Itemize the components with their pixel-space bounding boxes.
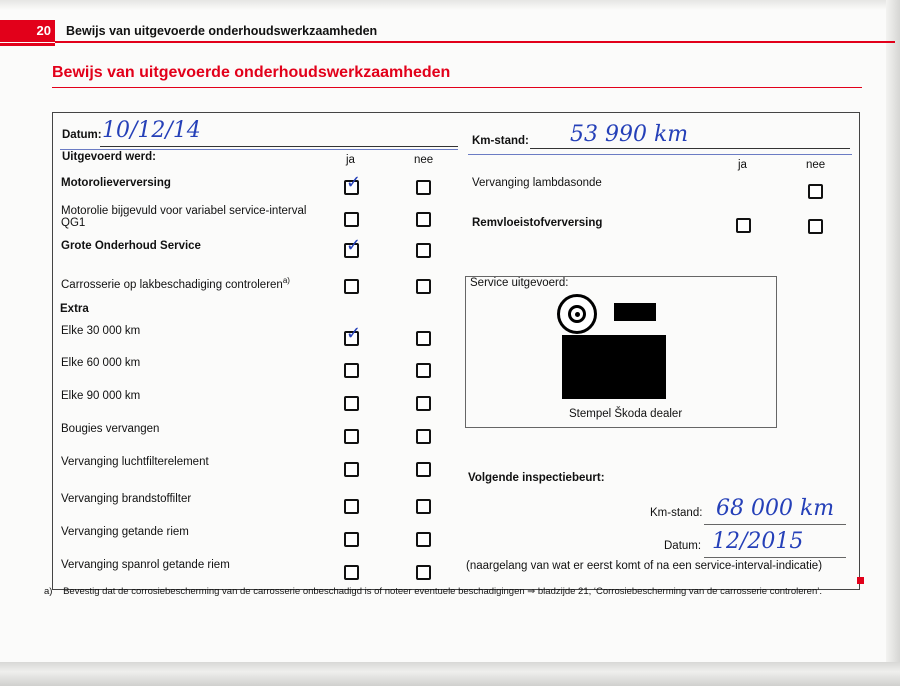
left-row-text: Bougies vervangen xyxy=(61,423,160,435)
col-no-right: nee xyxy=(806,159,826,171)
left-row-label xyxy=(61,493,191,505)
left-row-no-checkbox[interactable] xyxy=(416,396,431,411)
left-row-no-checkbox[interactable] xyxy=(416,499,431,514)
left-row-text: Motorolieverversing xyxy=(61,177,171,189)
col-yes-left: ja xyxy=(346,154,355,166)
redacted-block-small xyxy=(614,303,656,321)
next-date-underline xyxy=(704,557,846,558)
handwritten-check-mark: ✓ xyxy=(346,172,362,193)
handwritten-check-mark: ✓ xyxy=(346,323,362,344)
left-row-text: Vervanging spanrol getande riem xyxy=(61,559,230,571)
left-row-no-checkbox[interactable] xyxy=(416,462,431,477)
left-row-label xyxy=(61,177,171,189)
left-row-text: Vervanging getande riem xyxy=(61,526,189,538)
left-row-no-checkbox[interactable] xyxy=(416,565,431,580)
logo-dot xyxy=(575,312,580,317)
left-row-label xyxy=(61,526,189,538)
header-red-stripe xyxy=(0,43,55,46)
col-no-left: nee xyxy=(414,154,434,166)
left-row-no-checkbox[interactable] xyxy=(416,212,431,227)
stamp-caption: Stempel Škoda dealer xyxy=(569,408,683,420)
left-row-label xyxy=(61,357,140,369)
left-row-label xyxy=(61,205,306,229)
left-row-yes-checkbox[interactable] xyxy=(344,212,359,227)
left-row-label xyxy=(61,423,159,435)
left-row-label xyxy=(61,390,140,402)
next-inspection-label: Volgende inspectiebeurt: xyxy=(468,472,605,484)
date-value[interactable]: 10/12/14 xyxy=(102,118,201,143)
next-date-value[interactable]: 12/2015 xyxy=(712,529,804,554)
left-row-yes-checkbox[interactable] xyxy=(344,462,359,477)
left-row-label xyxy=(61,325,140,337)
right-row-1-yes-checkbox[interactable] xyxy=(736,218,751,233)
left-row-text: Vervanging brandstoffilter xyxy=(61,493,192,505)
header-rule xyxy=(55,41,895,43)
next-km-value[interactable]: 68 000 km xyxy=(716,496,835,521)
service-label: Service uitgevoerd: xyxy=(470,277,569,289)
footnote xyxy=(44,586,822,597)
next-km-label: Km-stand: xyxy=(650,507,703,519)
next-note: (naargelang van wat er eerst komt of na een service-interval-indicatie) xyxy=(466,560,823,572)
title-rule xyxy=(52,87,862,88)
handwritten-check-mark: ✓ xyxy=(346,235,362,256)
left-row-yes-checkbox[interactable] xyxy=(344,499,359,514)
col-yes-right: ja xyxy=(738,159,747,171)
end-marker-square xyxy=(857,577,864,584)
running-header: Bewijs van uitgevoerde onderhoudswerkzaamheden xyxy=(66,24,378,38)
page-title: Bewijs van uitgevoerde onderhoudswerkzaamheden xyxy=(52,64,451,81)
right-row-1-no-checkbox[interactable] xyxy=(808,219,823,234)
km-underline xyxy=(530,148,850,149)
next-km-underline xyxy=(704,524,846,525)
footnote-ref: a) xyxy=(282,276,290,285)
page-bottom-edge xyxy=(0,662,900,686)
left-row-label xyxy=(61,240,201,252)
page-number: 20 xyxy=(0,20,55,42)
left-row-text: Elke 90 000 km xyxy=(61,390,141,402)
redacted-block-large xyxy=(562,335,666,399)
left-row-no-checkbox[interactable] xyxy=(416,363,431,378)
left-row-text: Vervanging luchtfilterelement xyxy=(61,456,209,468)
left-row-label xyxy=(61,276,290,291)
footnote-text: Bevestig dat de corrosiebescherming van de carrosserie onbeschadigd is of noteer eventuele beschadigingen ⇒ bladzijde 21, ‘Corrosiebescherming van de carrosserie controleren’. xyxy=(63,586,822,597)
date-label: Datum: xyxy=(62,129,102,141)
right-row-0-no-checkbox[interactable] xyxy=(808,184,823,199)
left-row-yes-checkbox[interactable] xyxy=(344,363,359,378)
left-row-no-checkbox[interactable] xyxy=(416,279,431,294)
left-row-yes-checkbox[interactable] xyxy=(344,429,359,444)
performed-label: Uitgevoerd werd: xyxy=(62,151,156,163)
left-row-text: Carrosserie op lakbeschadiging controleren xyxy=(61,278,283,291)
left-row-no-checkbox[interactable] xyxy=(416,243,431,258)
left-row-no-checkbox[interactable] xyxy=(416,532,431,547)
left-row-no-checkbox[interactable] xyxy=(416,331,431,346)
left-row-no-checkbox[interactable] xyxy=(416,180,431,195)
left-row-no-checkbox[interactable] xyxy=(416,429,431,444)
left-row-text-line2: QG1 xyxy=(61,217,86,229)
right-row-0-label: Vervanging lambdasonde xyxy=(472,177,602,189)
left-row-text: Motorolie bijgevuld voor variabel service-interval xyxy=(61,205,307,217)
left-row-yes-checkbox[interactable] xyxy=(344,279,359,294)
left-row-yes-checkbox[interactable] xyxy=(344,532,359,547)
footnote-marker: a) xyxy=(44,586,53,597)
km-blue-line xyxy=(468,154,852,155)
left-row-label xyxy=(61,559,230,571)
left-row-text: Elke 60 000 km xyxy=(61,357,141,369)
left-row-text: Grote Onderhoud Service xyxy=(61,240,201,252)
page-top-shadow xyxy=(0,0,900,10)
km-value[interactable]: 53 990 km xyxy=(570,122,689,147)
left-row-text: Elke 30 000 km xyxy=(61,325,141,337)
left-row-yes-checkbox[interactable] xyxy=(344,565,359,580)
page-right-shadow xyxy=(886,0,900,686)
next-date-label: Datum: xyxy=(664,540,702,552)
skoda-logo-stamp xyxy=(557,294,597,334)
left-row-yes-checkbox[interactable] xyxy=(344,396,359,411)
date-blue-line xyxy=(60,149,458,150)
date-underline xyxy=(100,146,458,147)
left-row-label xyxy=(61,456,209,468)
right-row-1-label: Remvloeistofverversing xyxy=(472,217,603,229)
extra-label: Extra xyxy=(60,303,89,315)
km-label: Km-stand: xyxy=(472,135,529,147)
